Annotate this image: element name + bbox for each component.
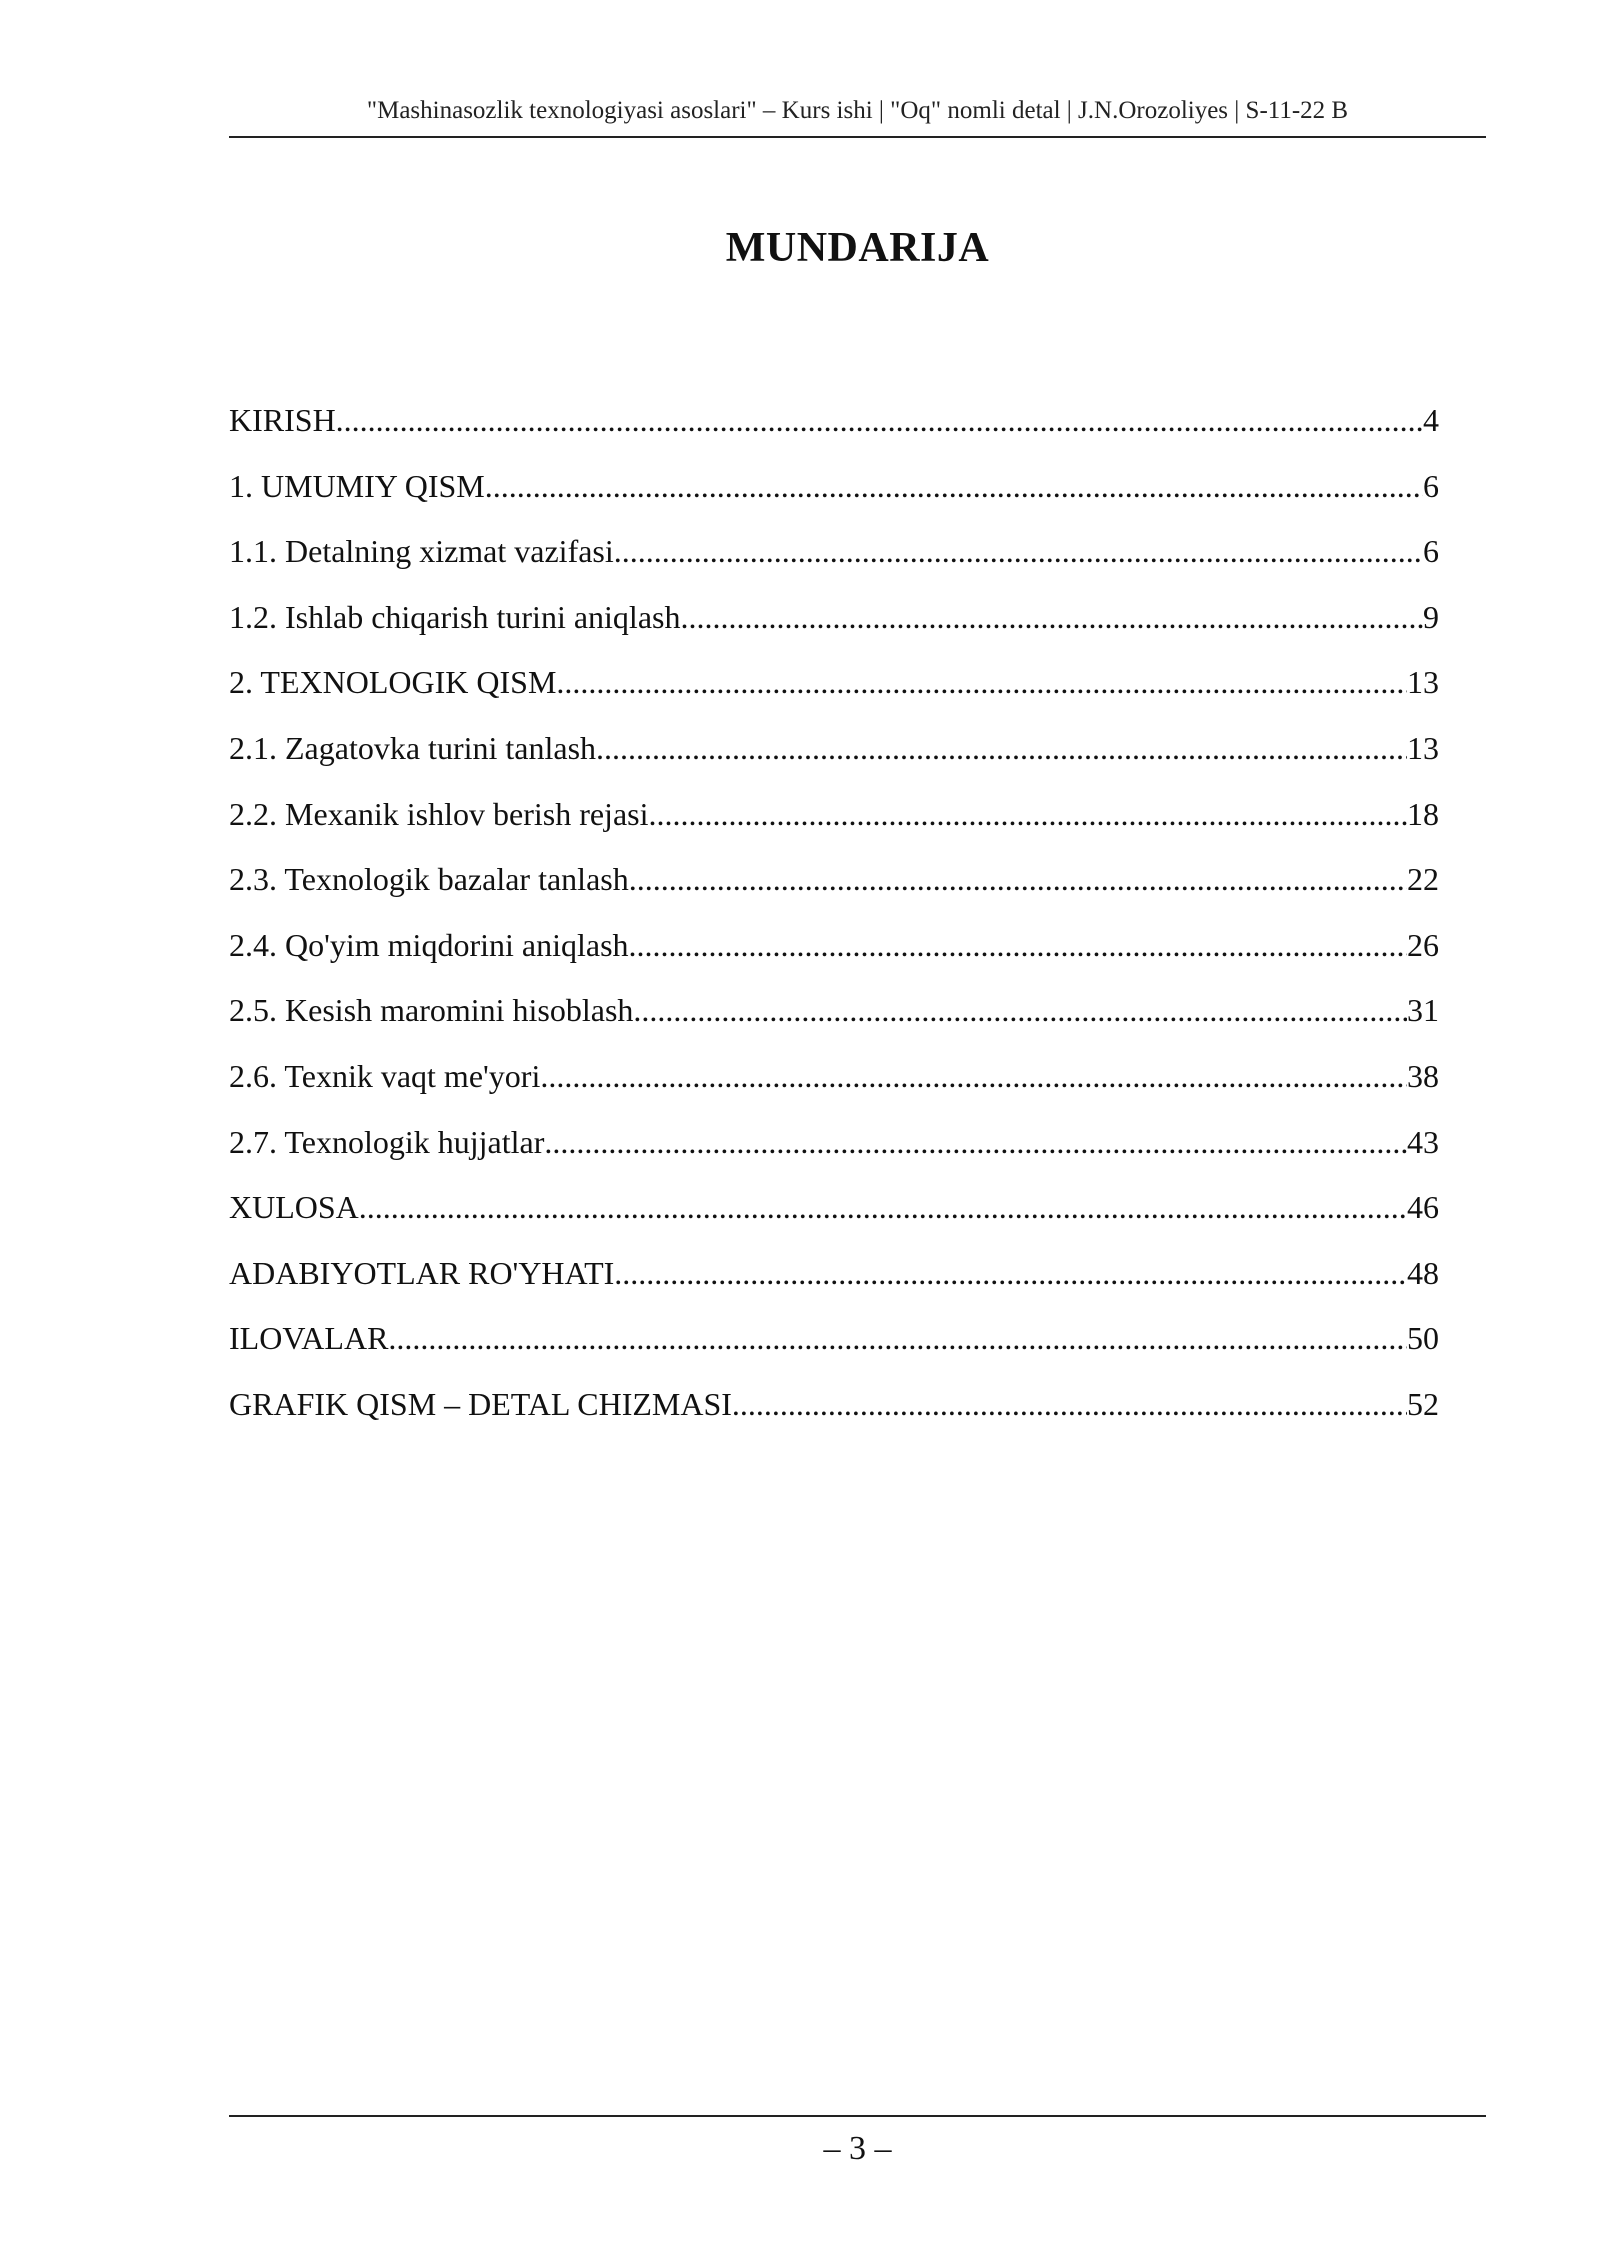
toc-entry-texnologik-qism[interactable] — [229, 661, 1439, 727]
toc-dot-leader — [388, 1317, 1407, 1359]
toc-dot-leader — [680, 596, 1423, 638]
toc-entry-2-3[interactable] — [229, 858, 1439, 924]
toc-entry-label: 1.2. Ishlab chiqarish turini aniqlash — [229, 598, 681, 635]
toc-entry-umumiy-qism[interactable] — [229, 465, 1439, 531]
footer-divider — [229, 2115, 1486, 2117]
toc-entry-page: 22 — [1407, 861, 1439, 898]
toc-entry-adabiyotlar[interactable] — [229, 1252, 1439, 1318]
toc-entry-label: KIRISH — [229, 402, 336, 438]
toc-entry-page: 50 — [1407, 1320, 1439, 1357]
toc-entry-label: 2. TEXNOLOGIK QISM — [229, 664, 557, 701]
header-divider — [229, 136, 1486, 138]
toc-entry-page: 46 — [1407, 1189, 1439, 1226]
toc-entry-page: 43 — [1407, 1123, 1439, 1160]
toc-dot-leader — [648, 793, 1407, 835]
toc-entry-grafik-qism[interactable] — [229, 1383, 1439, 1449]
toc-entry-label: 1.1. Detalning xizmat vazifasi — [229, 533, 614, 570]
toc-entry-2-4[interactable] — [229, 924, 1439, 990]
toc-entry-2-2[interactable] — [229, 793, 1439, 859]
toc-entry-label: 2.2. Mexanik ishlov berish rejasi — [229, 795, 649, 832]
toc-entry-page: 4 — [1423, 402, 1439, 438]
page-number: – 3 – — [823, 2130, 892, 2167]
toc-entry-2-7[interactable] — [229, 1121, 1439, 1187]
toc-entry-label: 2.1. Zagatovka turini tanlash — [229, 729, 597, 766]
toc-entry-2-1[interactable] — [229, 727, 1439, 793]
running-header: "Mashinasozlik texnologiyasi asoslari" – Kurs ishi | "Oq" nomli detal | J.N.Orozoliyes | S-11-22 B — [366, 97, 1349, 124]
toc-entry-label: ILOVALAR — [229, 1320, 389, 1357]
toc-entry-page: 13 — [1407, 664, 1439, 701]
toc-entry-page: 31 — [1407, 992, 1439, 1029]
toc-dot-leader — [596, 727, 1407, 769]
toc-entry-xulosa[interactable] — [229, 1186, 1439, 1252]
page-title: MUNDARIJA — [725, 225, 990, 271]
toc-entry-page: 6 — [1423, 533, 1439, 570]
toc-dot-leader — [629, 924, 1407, 966]
table-of-contents — [229, 399, 1439, 1449]
toc-entry-page: 9 — [1423, 598, 1439, 635]
toc-dot-leader — [485, 465, 1423, 507]
toc-entry-label: 2.3. Texnologik bazalar tanlash — [229, 861, 629, 898]
toc-entry-2-6[interactable] — [229, 1055, 1439, 1121]
toc-entry-page: 52 — [1407, 1385, 1439, 1422]
toc-entry-label: 2.7. Texnologik hujjatlar — [229, 1123, 545, 1160]
toc-entry-label: GRAFIK QISM – DETAL CHIZMASI — [229, 1385, 732, 1422]
toc-dot-leader — [540, 1055, 1407, 1097]
toc-entry-page: 13 — [1407, 729, 1439, 766]
toc-dot-leader — [336, 399, 1423, 441]
toc-entry-label: 2.5. Kesish maromini hisoblash — [229, 992, 634, 1029]
toc-dot-leader — [633, 989, 1407, 1031]
toc-entry-ilovalar[interactable] — [229, 1317, 1439, 1383]
toc-dot-leader — [614, 530, 1423, 572]
toc-dot-leader — [544, 1121, 1407, 1163]
toc-entry-1-1[interactable] — [229, 530, 1439, 596]
toc-entry-page: 18 — [1407, 795, 1439, 832]
toc-dot-leader — [556, 661, 1407, 703]
toc-entry-page: 6 — [1423, 467, 1439, 504]
toc-dot-leader — [614, 1252, 1407, 1294]
toc-entry-page: 48 — [1407, 1254, 1439, 1291]
toc-entry-1-2[interactable] — [229, 596, 1439, 662]
toc-entry-label: 2.4. Qo'yim miqdorini aniqlash — [229, 926, 629, 963]
toc-dot-leader — [629, 858, 1407, 900]
toc-entry-kirish[interactable] — [229, 399, 1439, 465]
toc-entry-page: 26 — [1407, 926, 1439, 963]
toc-dot-leader — [359, 1186, 1407, 1228]
toc-entry-label: XULOSA — [229, 1189, 359, 1226]
toc-entry-page: 38 — [1407, 1057, 1439, 1094]
toc-entry-label: 1. UMUMIY QISM — [229, 467, 485, 504]
toc-dot-leader — [732, 1383, 1407, 1425]
toc-entry-label: 2.6. Texnik vaqt me'yori — [229, 1057, 541, 1094]
toc-entry-2-5[interactable] — [229, 989, 1439, 1055]
toc-entry-label: ADABIYOTLAR RO'YHATI — [229, 1254, 615, 1291]
